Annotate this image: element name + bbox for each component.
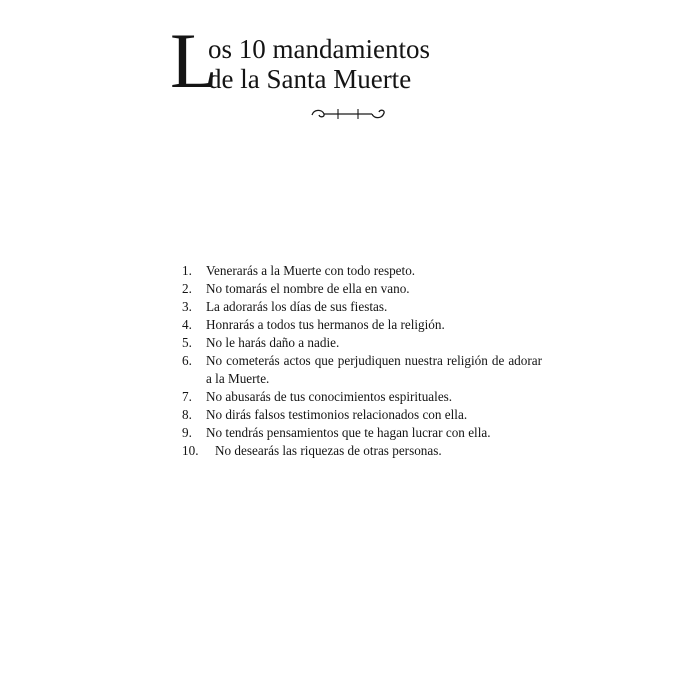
list-item (182, 334, 542, 352)
flourish-ornament-icon (308, 104, 388, 124)
list-item (182, 280, 542, 298)
list-item (182, 442, 542, 460)
commandments-list (182, 262, 542, 460)
item-number: 10. (182, 443, 199, 458)
item-text: No dirás falsos testimonios relacionados con ella. (206, 407, 468, 422)
page-title (170, 17, 470, 104)
list-item (182, 352, 542, 388)
title-line-1: os 10 mandamientos (208, 34, 430, 64)
list-item (182, 388, 542, 406)
item-text: No abusarás de tus conocimientos espirituales. (206, 389, 453, 404)
title-drop-cap: L (170, 17, 218, 104)
list-item (182, 262, 542, 280)
item-number: 6. (182, 353, 192, 368)
item-number: 4. (182, 317, 192, 332)
item-number: 8. (182, 407, 192, 422)
list-item (182, 316, 542, 334)
item-text: Honrarás a todos tus hermanos de la religión. (206, 317, 445, 332)
item-number: 5. (182, 335, 192, 350)
item-text: No tomarás el nombre de ella en vano. (206, 281, 410, 296)
item-number: 3. (182, 299, 192, 314)
item-number: 2. (182, 281, 192, 296)
item-number: 7. (182, 389, 192, 404)
list-item (182, 406, 542, 424)
item-number: 9. (182, 425, 192, 440)
item-text: Venerarás a la Muerte con todo respeto. (206, 263, 416, 278)
item-text: No desearás las riquezas de otras personas. (215, 443, 442, 458)
item-text: No le harás daño a nadie. (206, 335, 340, 350)
item-number: 1. (182, 263, 192, 278)
item-text: No cometerás actos que perjudiquen nuestra religión de adorar a la Muerte. (206, 353, 542, 386)
item-text: No tendrás pensamientos que te hagan lucrar con ella. (206, 425, 491, 440)
list-item (182, 298, 542, 316)
title-line-2: de la Santa Muerte (208, 64, 412, 94)
item-text: La adorarás los días de sus fiestas. (206, 299, 388, 314)
list-item (182, 424, 542, 442)
